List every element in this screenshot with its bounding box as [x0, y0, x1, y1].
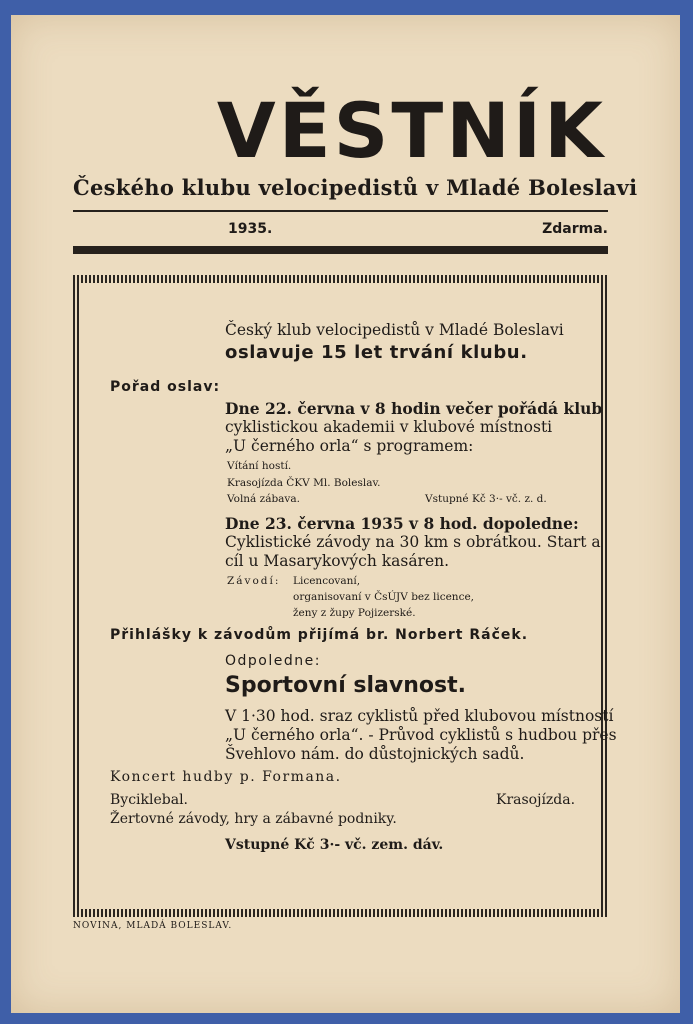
day1-item-free-fun: Volná zábava.: [227, 493, 300, 505]
race-women: ženy z župy Pojizerské.: [293, 607, 416, 619]
artistic-cycling: Krasojízda.: [496, 792, 576, 808]
afternoon-line2: „U černého orla“. - Průvod cyklistů s hudbou přes: [225, 726, 617, 744]
day1-item-krasojizda: Krasojízda ČKV Ml. Boleslav.: [227, 477, 381, 489]
event-title: Sportovní slavnost.: [225, 673, 466, 698]
fun-activities: Žertovné závody, hry a zábavné podniky.: [110, 811, 397, 827]
afternoon-label: Odpoledne:: [225, 653, 321, 669]
day2-line1: Dne 23. června 1935 v 8 hod. dopoledne:: [225, 514, 579, 533]
race-licensed: Licencovaní,: [293, 575, 361, 587]
registration-note: Přihlášky k závodům přijímá br. Norbert Ráček.: [110, 627, 529, 643]
issue-price: Zdarma.: [542, 221, 608, 237]
day1-fee: Vstupné Kč 3·- vč. z. d.: [425, 493, 547, 505]
day2-line2: Cyklistické závody na 30 km s obrátkou. Start a: [225, 533, 601, 551]
day1-item-welcome: Vítání hostí.: [227, 460, 292, 472]
issue-year: 1935.: [228, 221, 273, 237]
header-rule: [73, 210, 608, 212]
day1-line1: Dne 22. června v 8 hodin večer pořádá klub: [225, 399, 603, 418]
races-label: Závodí:: [227, 575, 281, 587]
day1-line3: „U černého orla“ s programem:: [225, 437, 474, 455]
day2-line3: cíl u Masarykových kasáren.: [225, 552, 450, 570]
day1-line2: cyklistickou akademii v klubové místnosti: [225, 418, 553, 436]
masthead-subtitle: Českého klubu velocipedistů v Mladé Boleslavi: [73, 175, 638, 200]
masthead-title: VĚSTNÍK: [216, 86, 606, 175]
race-organised: organisovaní v ČsÚJV bez licence,: [293, 591, 475, 603]
newsletter-page: [11, 15, 680, 1013]
bicycle-ball: Byciklebal.: [110, 792, 188, 808]
concert-line: Koncert hudby p. Formana.: [110, 769, 342, 785]
anniversary-headline: oslavuje 15 let trvání klubu.: [225, 342, 528, 363]
printer-imprint: NOVINA, MLADÁ BOLESLAV.: [73, 921, 233, 931]
program-heading: Pořad oslav:: [110, 379, 221, 395]
afternoon-line1: V 1·30 hod. sraz cyklistů před klubovou místností: [225, 707, 614, 725]
afternoon-fee: Vstupné Kč 3·- vč. zem. dáv.: [225, 837, 444, 853]
intro-line: Český klub velocipedistů v Mladé Boleslavi: [225, 321, 564, 339]
afternoon-line3: Švehlovo nám. do důstojnických sadů.: [225, 745, 525, 763]
header-thick-rule: [73, 246, 608, 254]
